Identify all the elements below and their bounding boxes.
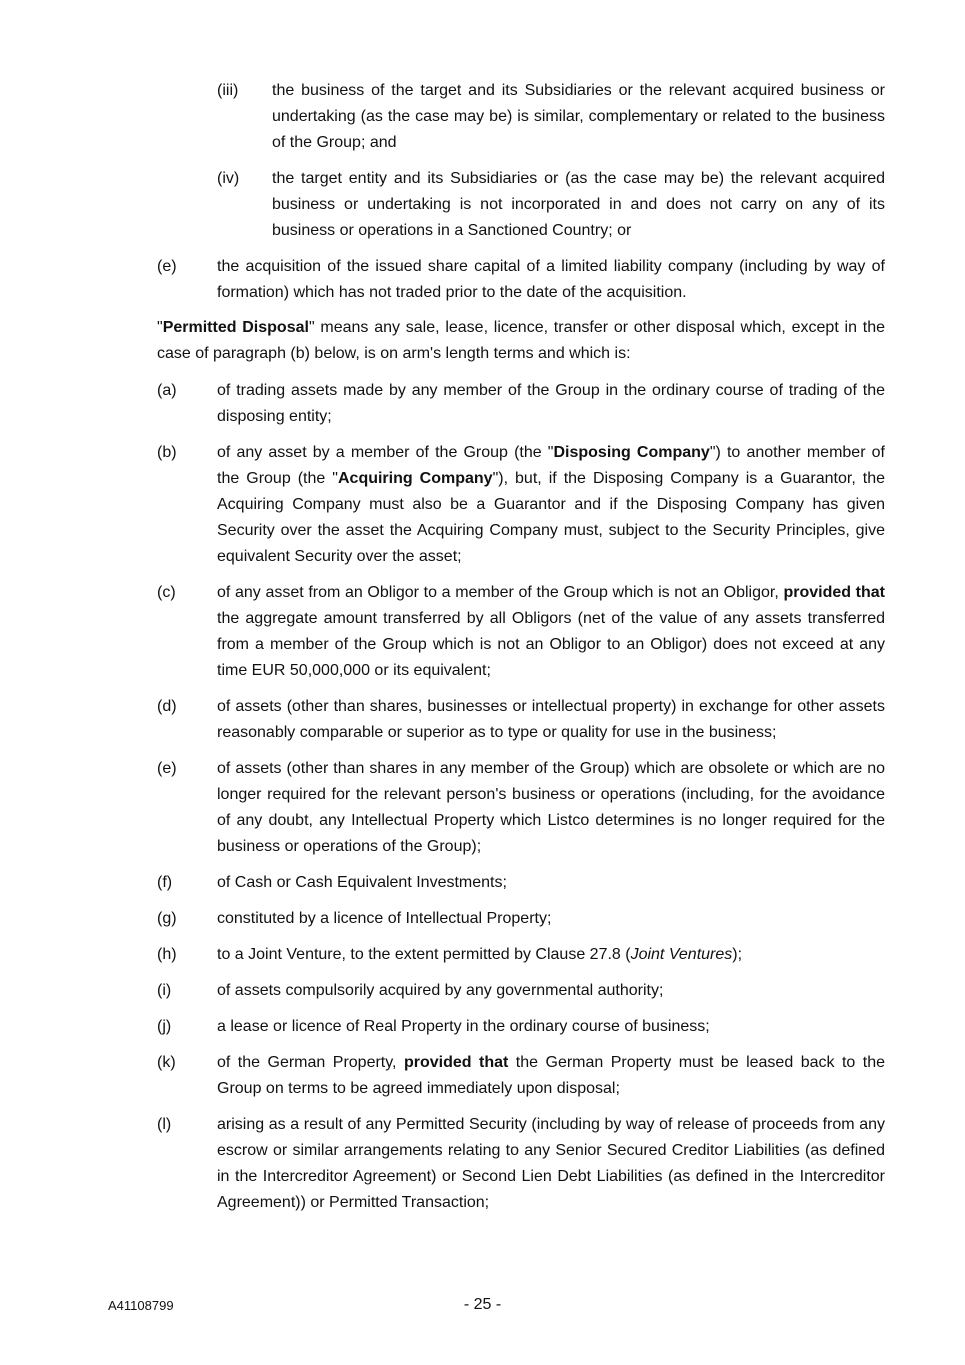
document-reference: A41108799 bbox=[108, 1298, 174, 1313]
item-number: (b) bbox=[157, 444, 177, 461]
item-text: to a Joint Venture, to the extent permitted by Clause 27.8 (Joint Ventures); bbox=[217, 946, 743, 963]
item-number: (d) bbox=[157, 698, 177, 715]
item-text: of assets compulsorily acquired by any governmental authority; bbox=[217, 982, 664, 999]
item-text: the target entity and its Subsidiaries or (as the case may be) the relevant acquired business or undertaking is not incorporated in and does not carry on any of its business or operations in a Sanctioned Country; or bbox=[272, 170, 885, 239]
item-number: (e) bbox=[157, 760, 177, 777]
item-text: arising as a result of any Permitted Security (including by way of release of proceeds from any escrow or similar arrangements relating to any Senior Secured Creditor Liabilities (as defined in the Intercreditor Agreement) or Second Lien Debt Liabilities (as defined in the Intercreditor Agreement)) or Permitted Transaction; bbox=[217, 1116, 885, 1211]
item-text: the acquisition of the issued share capital of a limited liability company (including by way of formation) which has not traded prior to the date of the acquisition. bbox=[217, 258, 885, 301]
item-text: of any asset by a member of the Group (the "Disposing Company") to another member of the Group (the "Acquiring Company"), but, if the Disposing Company is a Guarantor, the Acquiring Company must also be a Guarantor and if the Disposing Company has given Security over the asset the Acquiring Company must, subject to the Security Principles, give equivalent Security over the asset; bbox=[217, 444, 886, 565]
item-text: the business of the target and its Subsidiaries or the relevant acquired business or undertaking (as the case may be) is similar, complementary or related to the business of the Group; and bbox=[272, 82, 885, 151]
item-text: of assets (other than shares, businesses or intellectual property) in exchange for other assets reasonably comparable or superior as to type or quality for use in the business; bbox=[217, 698, 885, 741]
item-number: (e) bbox=[157, 258, 177, 275]
item-number: (iii) bbox=[217, 82, 239, 99]
bold-phrase: provided that bbox=[783, 584, 885, 601]
item-number: (c) bbox=[157, 584, 176, 601]
defined-term: Permitted Disposal bbox=[162, 319, 309, 336]
bold-phrase: provided that bbox=[403, 1054, 509, 1071]
item-number: (k) bbox=[157, 1054, 176, 1071]
item-text: constituted by a licence of Intellectual Property; bbox=[217, 910, 552, 927]
italic-reference: Joint Ventures bbox=[630, 946, 733, 963]
item-number: (i) bbox=[157, 982, 172, 999]
item-number: (l) bbox=[157, 1116, 172, 1133]
item-text: of Cash or Cash Equivalent Investments; bbox=[217, 874, 507, 891]
item-text: a lease or licence of Real Property in the ordinary course of business; bbox=[217, 1018, 710, 1035]
page-number: - 25 - bbox=[463, 1296, 502, 1313]
defined-term: Acquiring Company bbox=[337, 470, 493, 487]
item-text: of trading assets made by any member of the Group in the ordinary course of trading of the disposing entity; bbox=[217, 382, 885, 425]
item-number: (j) bbox=[157, 1018, 172, 1035]
item-number: (g) bbox=[157, 910, 177, 927]
defined-term: Disposing Company bbox=[553, 444, 710, 461]
item-text: of the German Property, provided that the German Property must be leased back to the Group on terms to be agreed immediately upon disposal; bbox=[217, 1054, 886, 1097]
item-text: of any asset from an Obligor to a member of the Group which is not an Obligor, provided that the aggregate amount transferred by all Obligors (net of the value of any assets transferred from a member of the Group which is not an Obligor to an Obligor) does not exceed at any time EUR 50,000,000 or its equivalent; bbox=[217, 584, 885, 679]
item-text: of assets (other than shares in any member of the Group) which are obsolete or which are no longer required for the relevant person's business or operations (including, for the avoidance of any doubt, any Intellectual Property which Listco determines is no longer required for the business or operations of the Group); bbox=[217, 760, 885, 855]
item-number: (iv) bbox=[217, 170, 240, 187]
item-number: (h) bbox=[157, 946, 177, 963]
item-number: (f) bbox=[157, 874, 173, 891]
item-number: (a) bbox=[157, 382, 177, 399]
definition-permitted-disposal: "Permitted Disposal" means any sale, lease, licence, transfer or other disposal which, except in the case of paragraph (b) below, is on arm's length terms and which is: bbox=[157, 319, 885, 362]
